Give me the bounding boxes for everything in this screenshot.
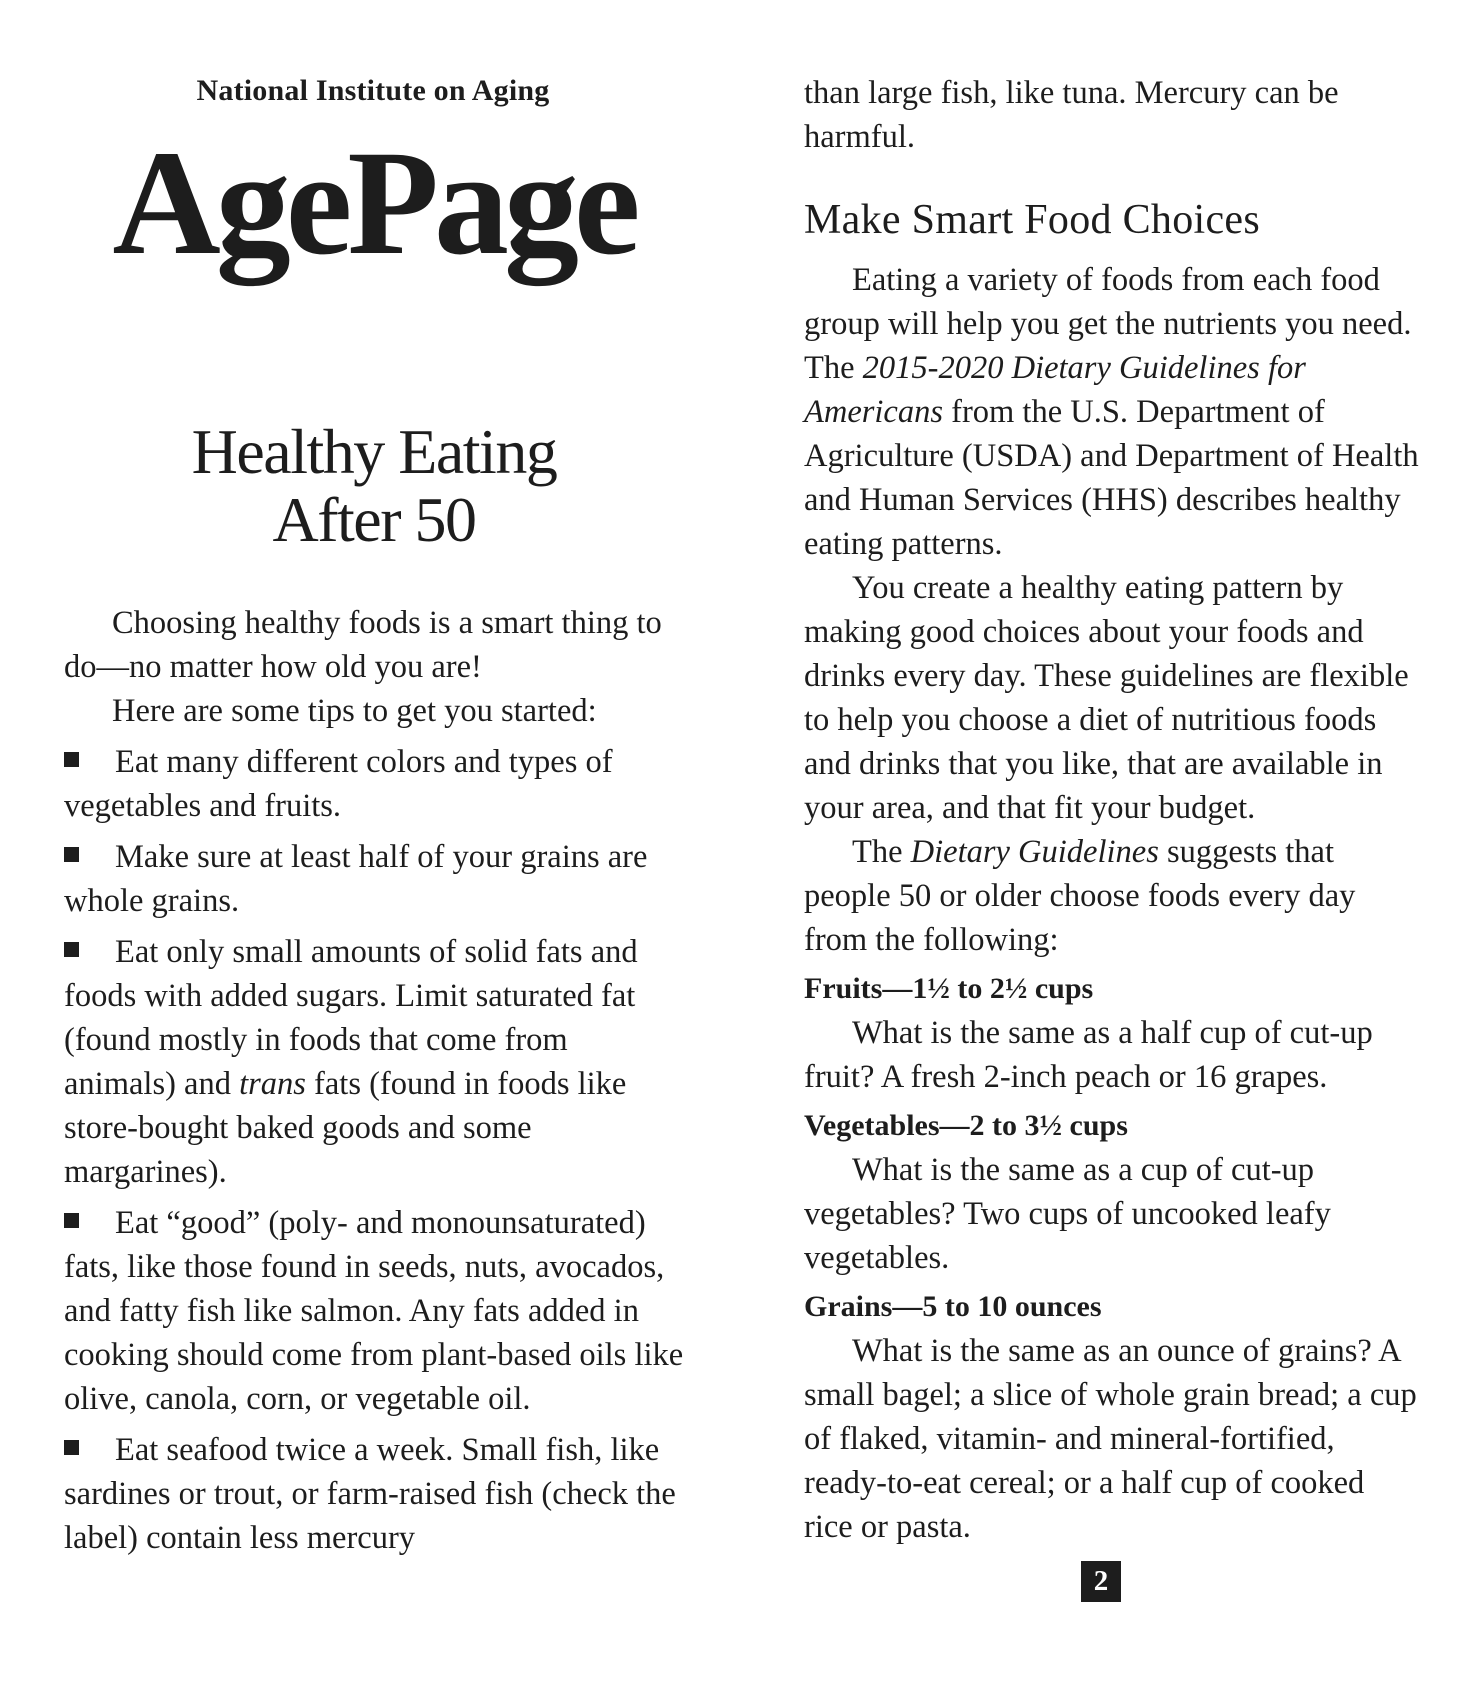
list-item: Eat seafood twice a week. Small fish, like sardines or trout, or farm-raised fish (check the label) contain less mercury xyxy=(64,1432,676,1556)
food-group-heading-vegetables: Vegetables—2 to 3½ cups xyxy=(804,1109,1128,1142)
brand-title: AgePage xyxy=(112,120,636,286)
page-number: 2 xyxy=(1081,1561,1121,1602)
square-bullet-icon xyxy=(64,752,79,767)
left-body xyxy=(64,601,684,1560)
square-bullet-icon xyxy=(64,942,79,957)
right-body xyxy=(804,258,1419,1549)
page-title-line-2: After 50 xyxy=(272,484,476,555)
organization-name: National Institute on Aging xyxy=(196,74,550,107)
food-group-text-fruits: What is the same as a half cup of cut-up fruit? A fresh 2-inch peach or 16 grapes. xyxy=(804,1015,1373,1095)
page-title-line-1: Healthy Eating xyxy=(191,416,557,487)
suggestion-paragraph: The Dietary Guidelines suggests that people 50 or older choose foods every day from the following: xyxy=(804,834,1356,958)
continuation-text: than large fish, like tuna. Mercury can be harmful. xyxy=(804,75,1339,155)
intro-tips-line: Here are some tips to get you started: xyxy=(112,693,597,729)
food-group-heading-fruits: Fruits—1½ to 2½ cups xyxy=(804,972,1094,1005)
list-item: Make sure at least half of your grains are whole grains. xyxy=(64,839,648,919)
intro-paragraph: Choosing healthy foods is a smart thing to do—no matter how old you are! xyxy=(64,605,662,685)
list-item: Eat “good” (poly- and monounsaturated) fats, like those found in seeds, nuts, avocados, and fatty fish like salmon. Any fats added in cooking should come from plant-based oils like olive, canola, corn, or vegetable oil. xyxy=(64,1205,684,1417)
food-group-heading-grains: Grains—5 to 10 ounces xyxy=(804,1290,1102,1323)
food-group-text-grains: What is the same as an ounce of grains? A small bagel; a slice of whole grain bread; a cup of flaked, vitamin- and mineral-fortified, ready-to-eat cereal; or a half cup of cooked rice or pasta. xyxy=(804,1333,1417,1545)
section-heading: Make Smart Food Choices xyxy=(804,197,1261,243)
square-bullet-icon xyxy=(64,847,79,862)
list-item: Eat only small amounts of solid fats and foods with added sugars. Limit saturated fat (found mostly in foods that come from animals) and trans fats (found in foods like store-bought baked goods and some margarines). xyxy=(64,934,638,1190)
guidelines-paragraph: Eating a variety of foods from each food group will help you get the nutrients you need. The 2015-2020 Dietary Guidelines for Americans from the U.S. Department of Agriculture (USDA) and Department of Health and Human Services (HHS) describes healthy eating patterns. xyxy=(804,262,1419,562)
square-bullet-icon xyxy=(64,1213,79,1228)
eating-pattern-paragraph: You create a healthy eating pattern by making good choices about your foods and drinks every day. These guidelines are flexible to help you choose a diet of nutritious foods and drinks that you like, that are available in your area, and that fit your budget. xyxy=(804,570,1409,826)
list-item: Eat many different colors and types of vegetables and fruits. xyxy=(64,744,613,824)
page-title xyxy=(64,418,684,554)
square-bullet-icon xyxy=(64,1440,79,1455)
food-group-text-vegetables: What is the same as a cup of cut-up vegetables? Two cups of uncooked leafy vegetables. xyxy=(804,1152,1331,1276)
